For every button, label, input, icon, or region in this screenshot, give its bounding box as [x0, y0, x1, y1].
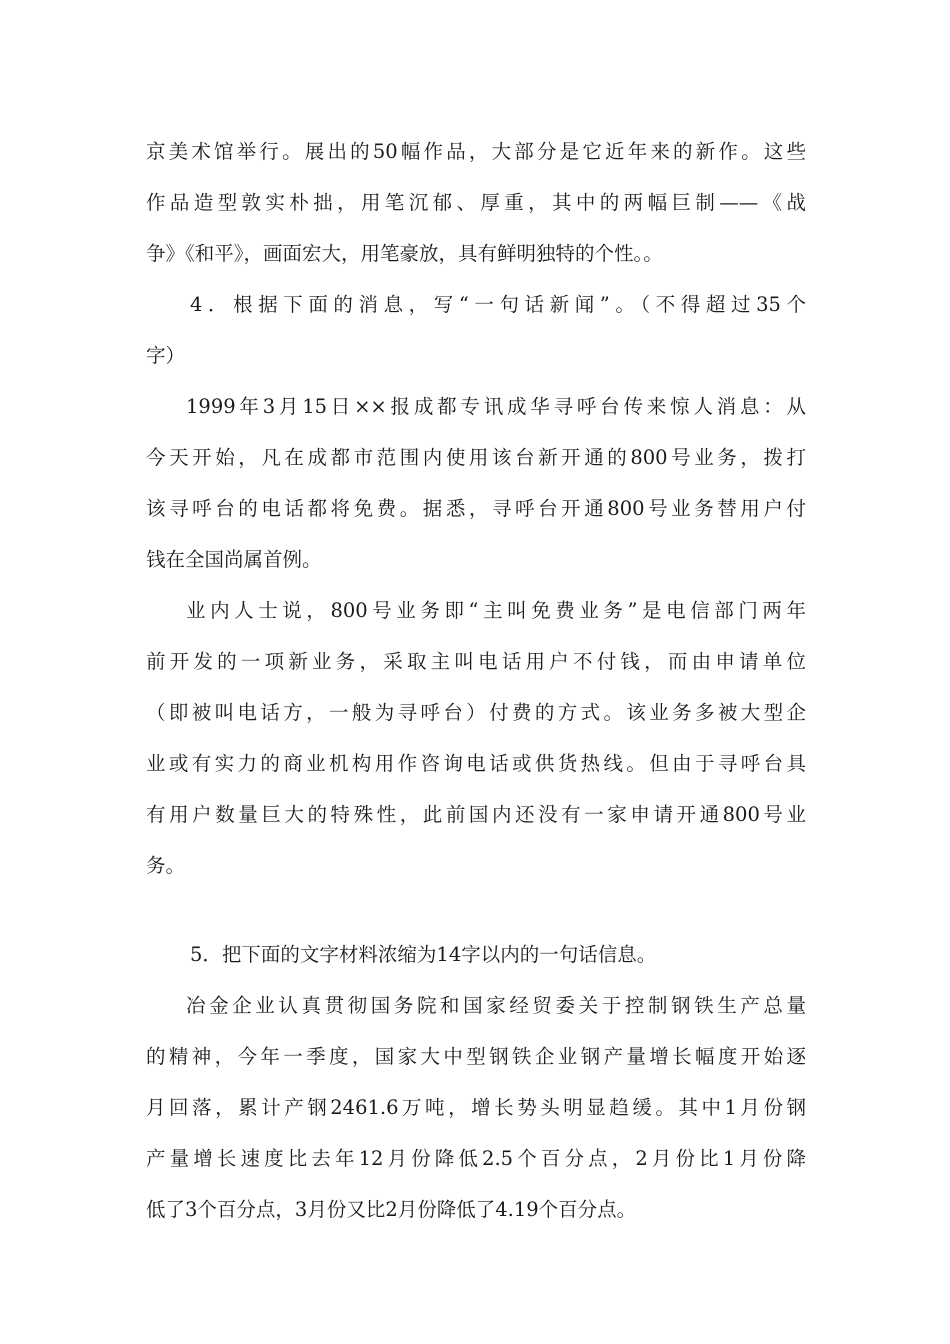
industry-paragraph-line-2: 前开发的一项新业务，采取主叫电话用户不付钱，而由申请单位 — [146, 650, 806, 673]
steel-paragraph-line-4: 产量增长速度比去年12月份降低2.5个百分点，2月份比1月份降 — [146, 1147, 806, 1170]
industry-paragraph-line-1: 业内人士说，800号业务即“主叫免费业务”是电信部门两年 — [186, 599, 806, 622]
paragraph-1-line-1: 京美术馆举行。展出的50幅作品，大部分是它近年来的新作。这些 — [146, 140, 806, 163]
question-5-line-1: 5．把下面的文字材料浓缩为14字以内的一句话信息。 — [190, 943, 657, 966]
paragraph-1-line-2: 作品造型敦实朴拙，用笔沉郁、厚重，其中的两幅巨制——《战 — [146, 191, 806, 214]
steel-paragraph-line-5: 低了3个百分点，3月份又比2月份降低了4.19个百分点。 — [146, 1198, 637, 1221]
news-paragraph-line-2: 今天开始，凡在成都市范围内使用该台新开通的800号业务，拨打 — [146, 446, 806, 469]
industry-paragraph-line-6: 务。 — [146, 854, 186, 877]
industry-paragraph-line-3: （即被叫电话方，一般为寻呼台）付费的方式。该业务多被大型企 — [146, 701, 806, 724]
news-paragraph-line-3: 该寻呼台的电话都将免费。据悉，寻呼台开通800号业务替用户付 — [146, 497, 806, 520]
question-4-line-2: 字） — [146, 344, 186, 367]
steel-paragraph-line-2: 的精神，今年一季度，国家大中型钢铁企业钢产量增长幅度开始逐 — [146, 1045, 806, 1068]
news-paragraph-line-1: 1999年3月15日××报成都专讯成华寻呼台传来惊人消息：从 — [186, 395, 806, 418]
steel-paragraph-line-1: 冶金企业认真贯彻国务院和国家经贸委关于控制钢铁生产总量 — [186, 994, 806, 1017]
industry-paragraph-line-4: 业或有实力的商业机构用作咨询电话或供货热线。但由于寻呼台具 — [146, 752, 806, 775]
industry-paragraph-line-5: 有用户数量巨大的特殊性，此前国内还没有一家申请开通800号业 — [146, 803, 806, 826]
steel-paragraph-line-3: 月回落，累计产钢2461.6万吨，增长势头明显趋缓。其中1月份钢 — [146, 1096, 806, 1119]
question-4-line-1: 4．根据下面的消息，写“一句话新闻”。（不得超过35个 — [190, 293, 806, 316]
news-paragraph-line-4: 钱在全国尚属首例。 — [146, 548, 322, 571]
paragraph-1-line-3: 争》《和平》，画面宏大，用笔豪放，具有鲜明独特的个性。。 — [146, 242, 663, 265]
